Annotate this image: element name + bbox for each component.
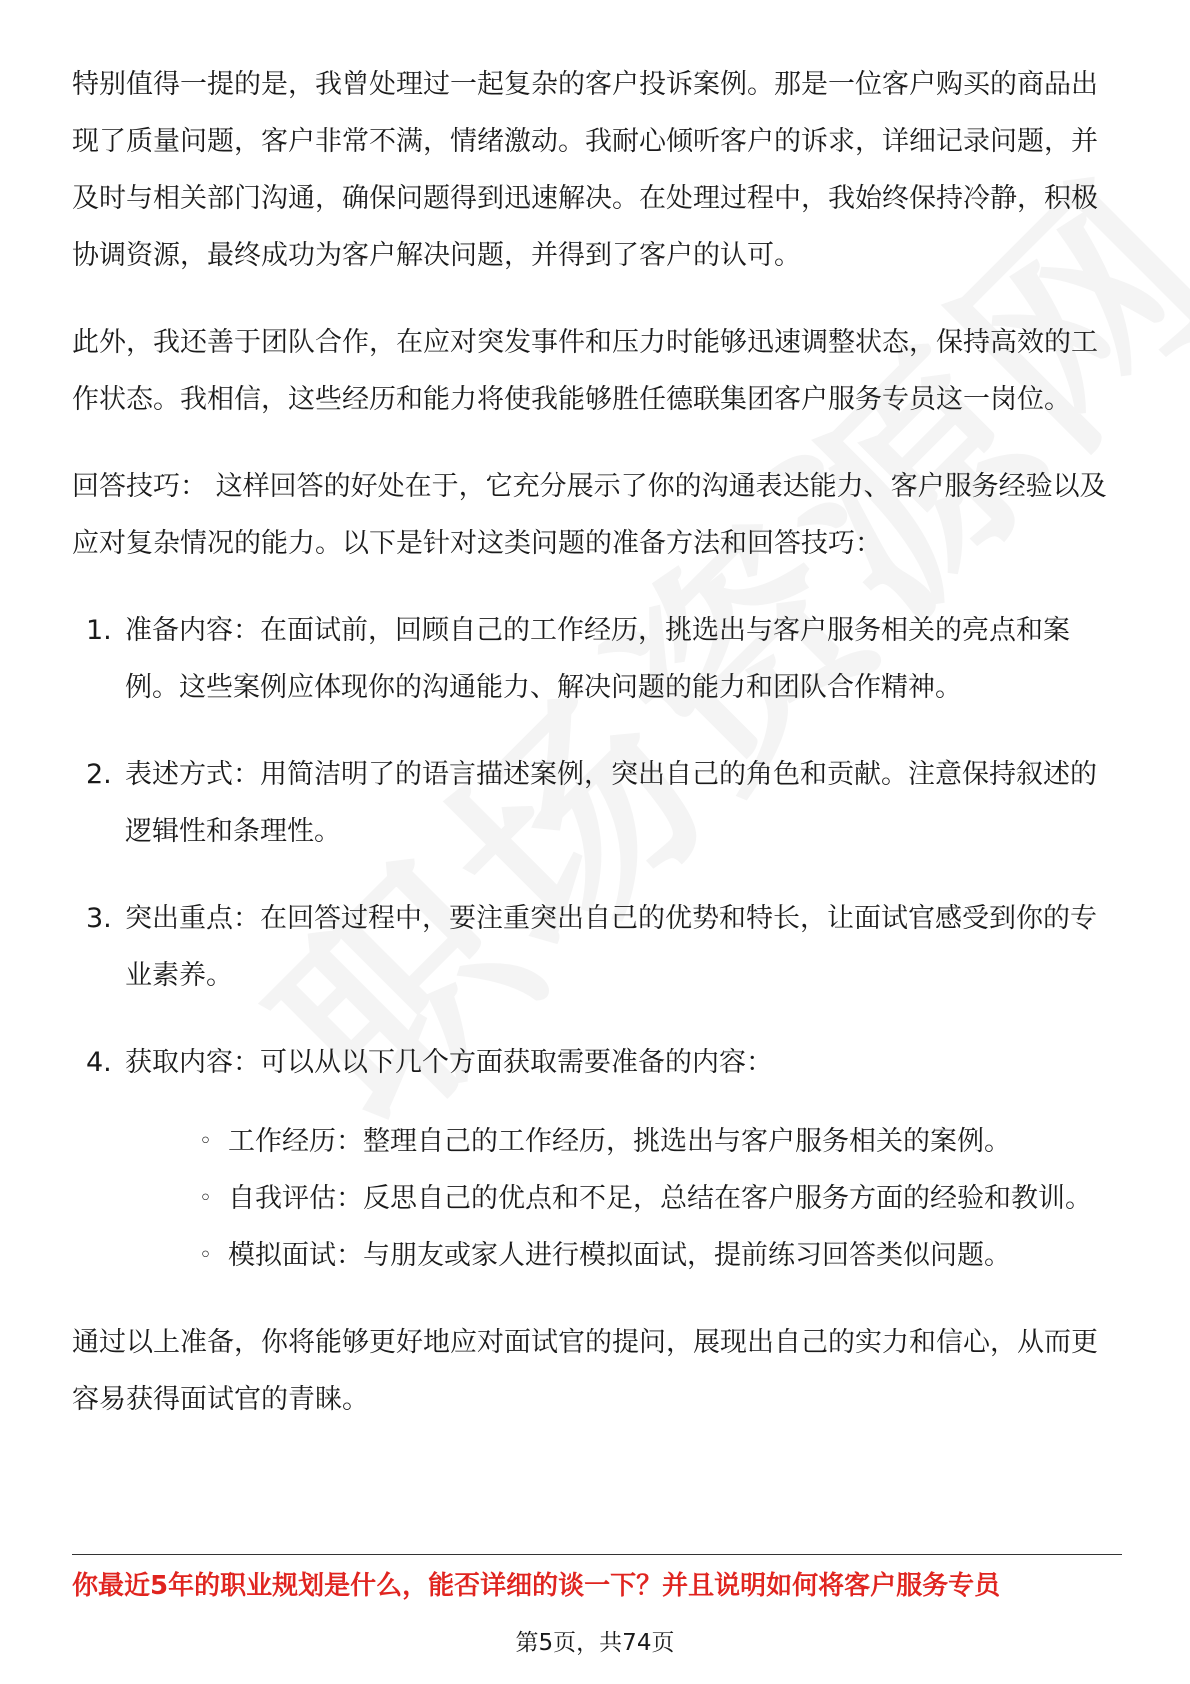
list-item — [72, 746, 1122, 860]
list-item-text: 准备内容：在面试前，回顾自己的工作经历，挑选出与客户服务相关的亮点和案例。这些案例应体现你的沟通能力、解决问题的能力和团队合作精神。 — [125, 615, 1070, 703]
list-item-text: 突出重点：在回答过程中，要注重突出自己的优势和特长，让面试官感受到你的专业素养。 — [125, 903, 1097, 991]
list-item — [72, 1034, 1122, 1284]
sub-list-item — [125, 1227, 1122, 1284]
sub-list-item-text: 模拟面试：与朋友或家人进行模拟面试，提前练习回答类似问题。 — [228, 1240, 1011, 1271]
bullet-icon: ◦ — [199, 1243, 212, 1268]
page-number: 第5页，共74页 — [515, 1630, 675, 1656]
list-number: 1. — [86, 615, 112, 646]
bullet-icon: ◦ — [199, 1129, 212, 1154]
next-question-heading: 你最近5年的职业规划是什么，能否详细的谈一下？并且说明如何将客户服务专员 — [72, 1571, 1001, 1601]
sub-list-item — [125, 1113, 1122, 1170]
sub-list — [125, 1113, 1122, 1284]
bullet-icon: ◦ — [199, 1186, 212, 1211]
list-item — [72, 890, 1122, 1004]
sub-list-item — [125, 1170, 1122, 1227]
paragraph-teamwork: 此外，我还善于团队合作，在应对突发事件和压力时能够迅速调整状态，保持高效的工作状态。我相信，这些经历和能力将使我能够胜任德联集团客户服务专员这一岗位。 — [72, 327, 1098, 415]
paragraph-complaint-case: 特别值得一提的是，我曾处理过一起复杂的客户投诉案例。那是一位客户购买的商品出现了质量问题，客户非常不满，情绪激动。我耐心倾听客户的诉求，详细记录问题，并及时与相关部门沟通，确保问题得到迅速解决。在处理过程中，我始终保持冷静，积极协调资源，最终成功为客户解决问题，并得到了客户的认可。 — [72, 69, 1098, 271]
document-body — [72, 56, 1122, 1458]
list-item-text: 获取内容：可以从以下几个方面获取需要准备的内容： — [125, 1047, 773, 1078]
paragraph-closing: 通过以上准备，你将能够更好地应对面试官的提问，展现出自己的实力和信心，从而更容易获得面试官的青睐。 — [72, 1327, 1098, 1415]
list-item — [72, 602, 1122, 716]
section-divider — [72, 1554, 1122, 1555]
list-number: 3. — [86, 903, 112, 934]
sub-list-item-text: 自我评估：反思自己的优点和不足，总结在客户服务方面的经验和教训。 — [228, 1183, 1092, 1214]
preparation-steps-list — [72, 602, 1122, 1284]
list-number: 2. — [86, 759, 112, 790]
list-number: 4. — [86, 1047, 112, 1078]
list-item-text: 表述方式：用简洁明了的语言描述案例，突出自己的角色和贡献。注意保持叙述的逻辑性和条理性。 — [125, 759, 1097, 847]
sub-list-item-text: 工作经历：整理自己的工作经历，挑选出与客户服务相关的案例。 — [228, 1126, 1011, 1157]
paragraph-answer-tips: 回答技巧： 这样回答的好处在于，它充分展示了你的沟通表达能力、客户服务经验以及应对复杂情况的能力。以下是针对这类问题的准备方法和回答技巧： — [72, 471, 1107, 559]
